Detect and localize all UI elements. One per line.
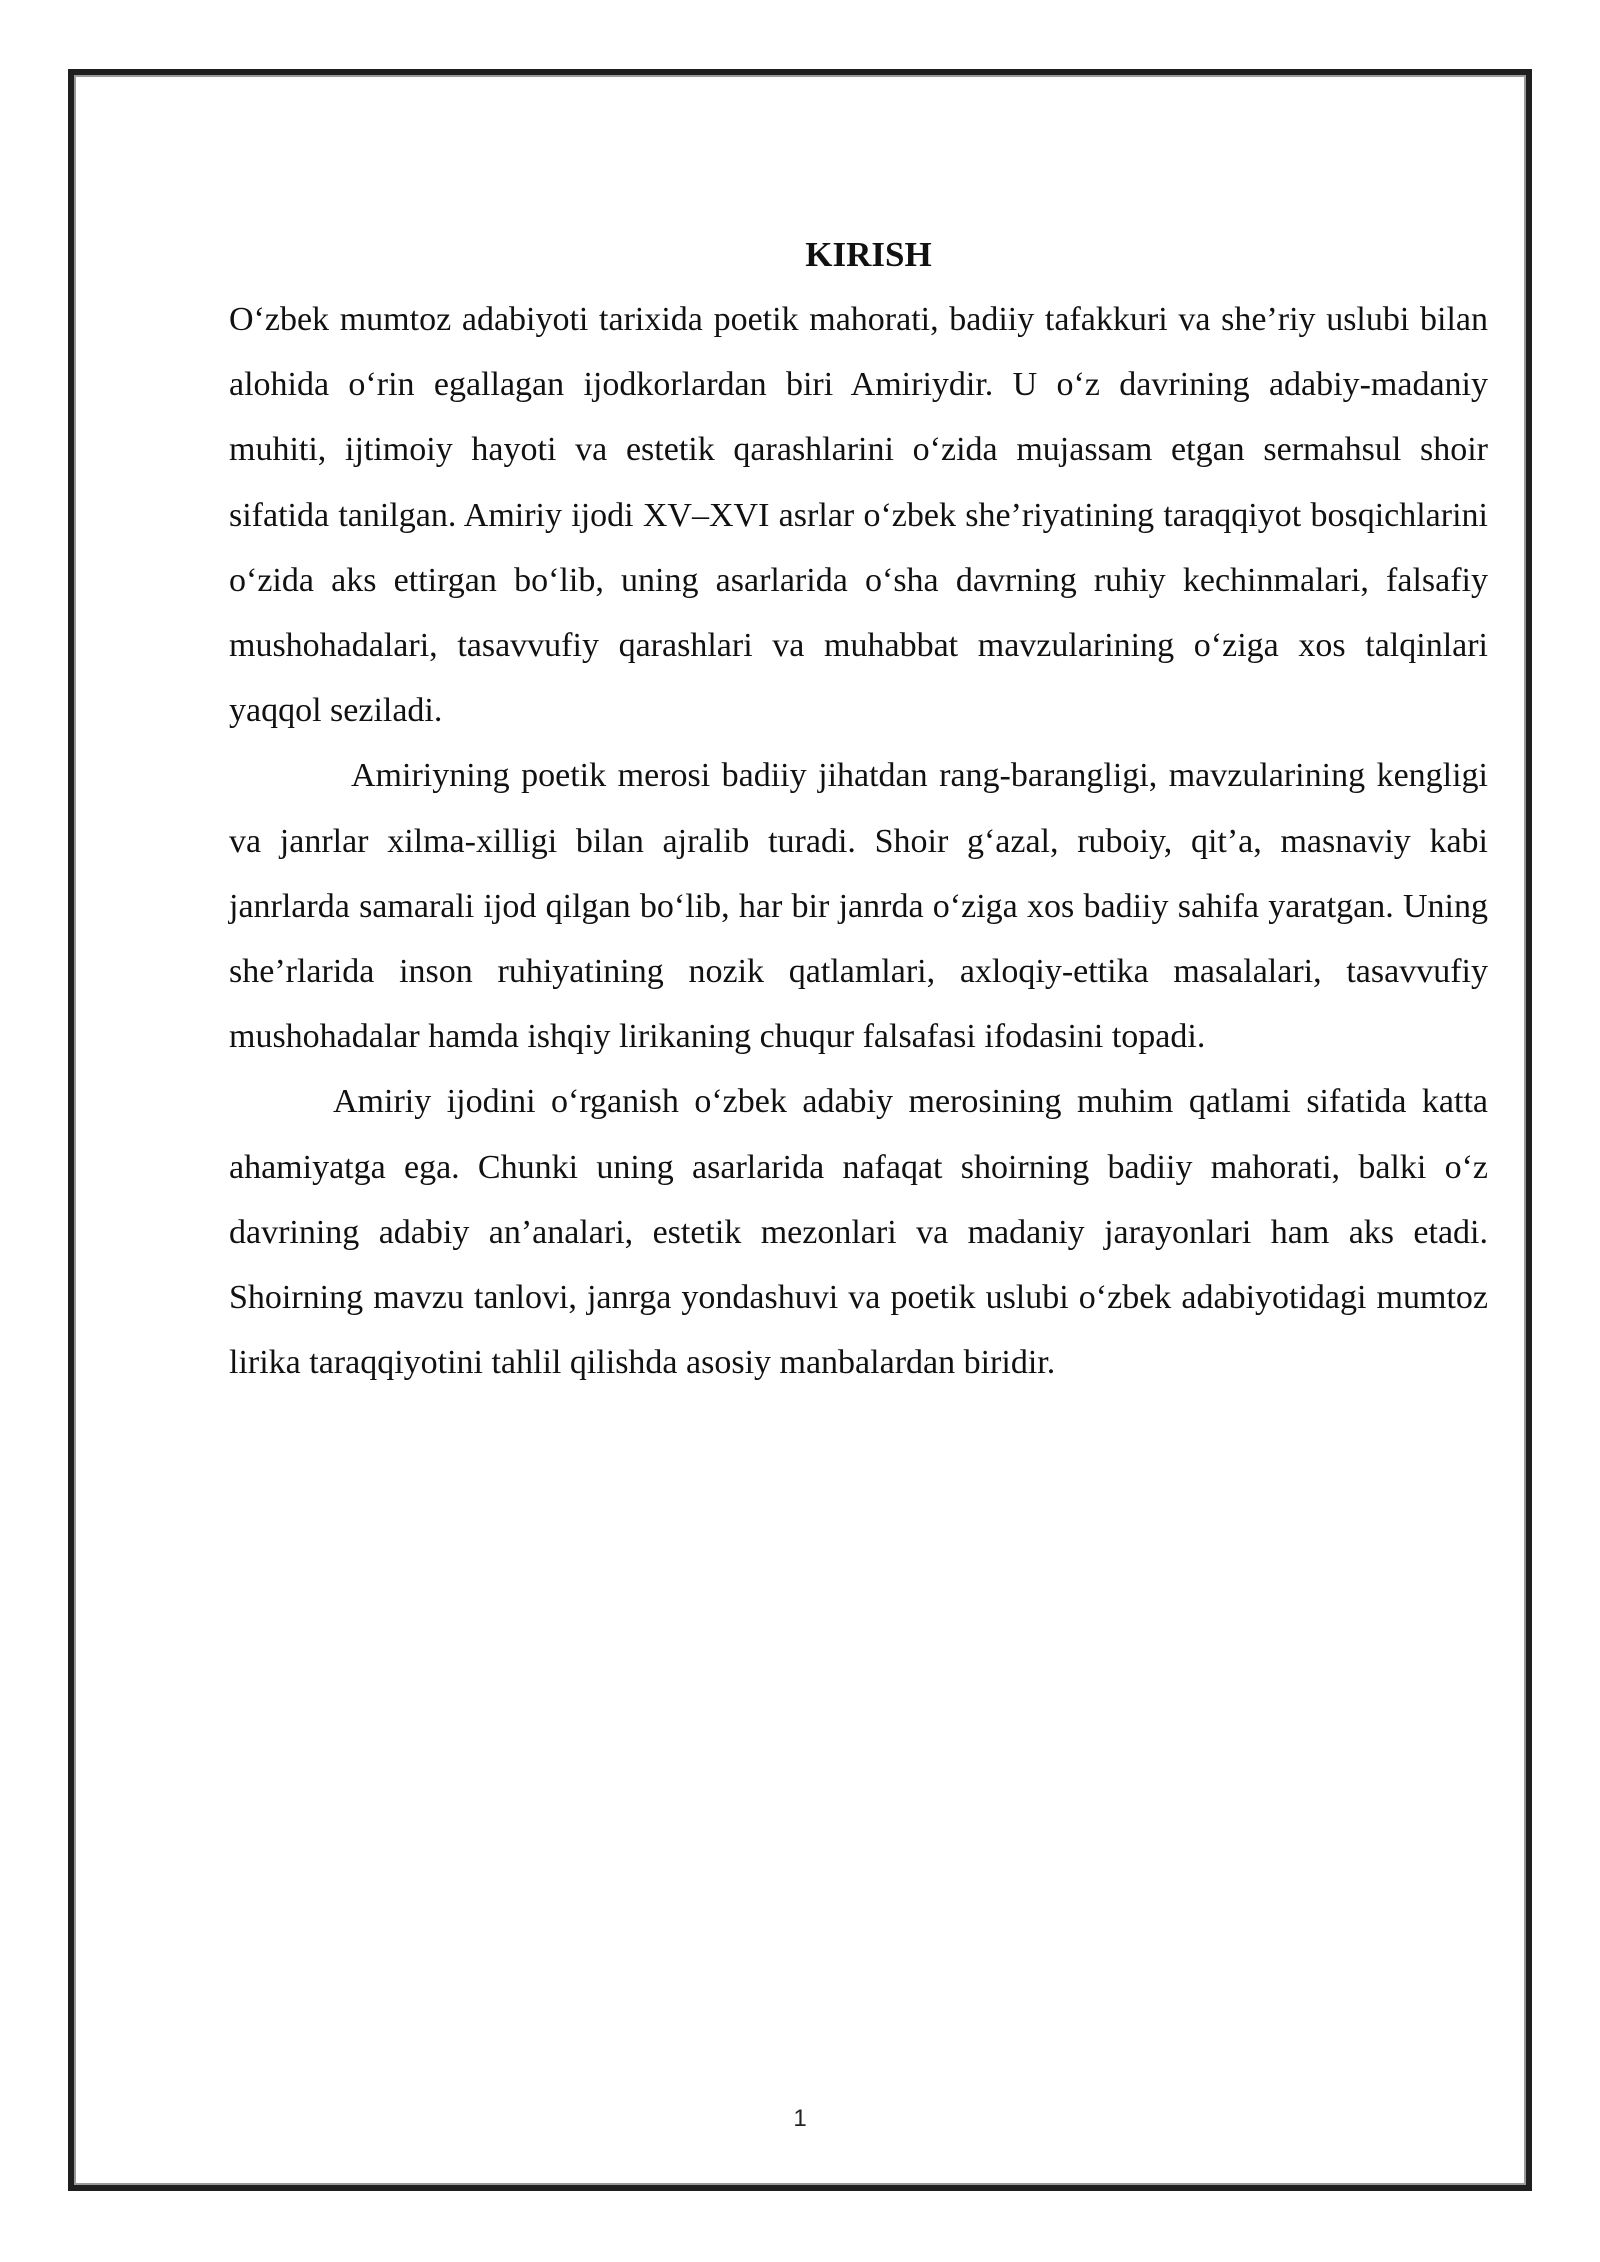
paragraph-3: Amiriy ijodini o‘rganish o‘zbek adabiy merosining muhim qatlami sifatida katta ahamiyatga ega. Chunki uning asarlarida nafaqat shoirning badiiy mahorati, balki o‘z davrining adabiy an’analari, estetik mezonlari va madaniy jarayonlari ham aks etadi. Shoirning mavzu tanlovi, janrga yondashuvi va poetik uslubi o‘zbek adabiyotidagi mumtoz lirika taraqqiyotini tahlil qilishda asosiy manbalardan biridir. [229,1083,1488,1382]
paragraph-2: Amiriyning poetik merosi badiiy jihatdan rang-barangligi, mavzularining kengligi va janrlar xilma-xilligi bilan ajralib turadi. Shoir g‘azal, ruboiy, qit’a, masnaviy kabi janrlarda samarali ijod qilgan bo‘lib, har bir janrda o‘ziga xos badiiy sahifa yaratgan. Uning she’rlarida inson ruhiyatining nozik qatlamlari, axloqiy-ettika masalalari, tasavvufiy mushohadalar hamda ishqiy lirikaning chuqur falsafasi ifodasini topadi. [229,757,1488,1056]
section-heading: KIRISH [805,235,932,274]
page-number: 1 [793,2105,807,2132]
paragraph-1: O‘zbek mumtoz adabiyoti tarixida poetik mahorati, badiiy tafakkuri va she’riy uslubi bilan alohida o‘rin egallagan ijodkorlardan biri Amiriydir. U o‘z davrining adabiy-madaniy muhiti, ijtimoiy hayoti va estetik qarashlarini o‘zida mujassam etgan sermahsul shoir sifatida tanilgan. Amiriy ijodi XV–XVI asrlar o‘zbek she’riyatining taraqqiyot bosqichlarini o‘zida aks ettirgan bo‘lib, uning asarlarida o‘sha davrning ruhiy kechinmalari, falsafiy mushohadalari, tasavvufiy qarashlari va muhabbat mavzularining o‘ziga xos talqinlari yaqqol seziladi. [229,301,1488,730]
document-body [229,222,1488,1395]
